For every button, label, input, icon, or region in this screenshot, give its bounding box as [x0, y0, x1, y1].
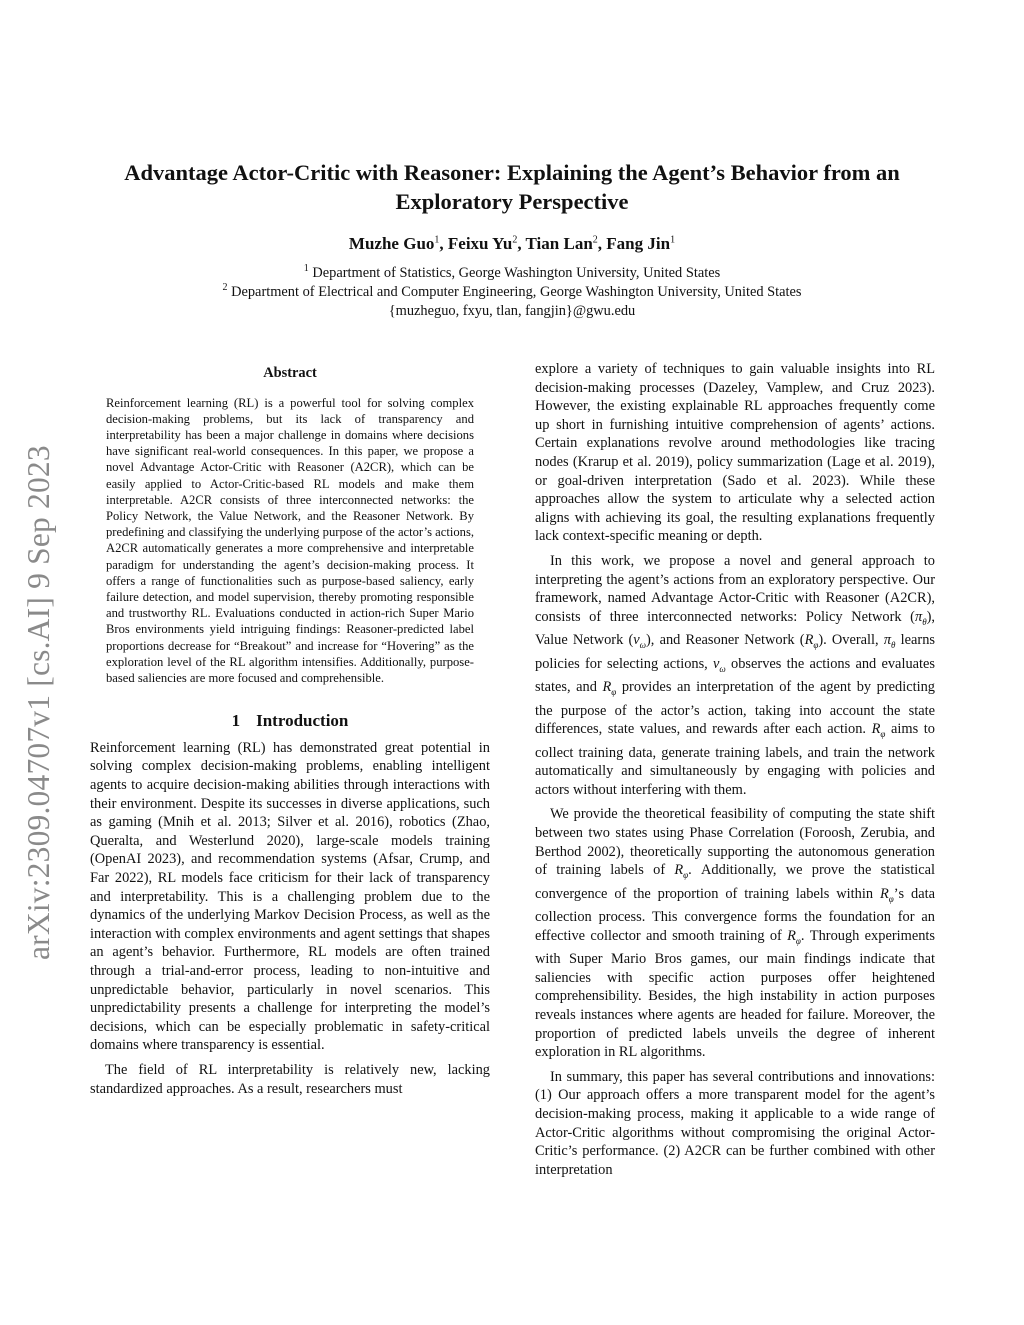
abstract-heading: Abstract — [263, 365, 317, 381]
author: Feixu Yu$^2$ — [447, 234, 518, 253]
author: Muzhe Guo$^1$ — [348, 234, 440, 253]
math-v-omega: $v_\omega$ — [713, 655, 726, 674]
math-r-phi: $R_\varphi$ — [674, 862, 689, 881]
math-v-omega: $v_\omega$ — [633, 632, 647, 651]
math-r-phi: $R_\varphi$ — [879, 885, 894, 904]
right-paragraph-4: In summary, this paper has several contributions and innovations: (1) Our approach offers a more transparent model for the agent’s decision-making process, making it applicable to a wide range of Actor-Critic algorithms without compromising the original Actor-Critic’s performance. (2) A2CR can be further combined with other interpretation — [535, 1068, 935, 1178]
right-paragraph-1: explore a variety of techniques to gain valuable insights into RL decision-making processes (Dazeley, Vamplew, and Cruz 2023). However, the existing explainable RL approaches frequently come up short in furnishing intuitive comprehension of agents’ actions. Certain explanations revolve around methodologies like tracing nodes (Krarup et al. 2019), policy summarization (Lage et al. 2019), or goal-driven interpretation (Sado et al. 2023). While these approaches allow the system to articulate why a selected action aligns with achieving its goal, the resulting explanations frequently lack context-specific meaning or depth. — [535, 361, 935, 545]
left-column — [90, 360, 490, 1098]
math-r-phi: $R_\varphi$ — [787, 927, 801, 946]
paper-title: Advantage Actor-Critic with Reasoner: Explaining the Agent’s Behavior from an Exploratory Perspective — [124, 160, 900, 214]
right-paragraph-3: We provide the theoretical feasibility of computing the state shift between two states using Phase Correlation (Foroosh, Zerubia, and Berthod 2002), theoretically supporting the autonomous generation of training labels of $R_\varphi$. Additionally, we prove the statistical convergence of the proportion of training labels within $R_\varphi’s$ data collection process. This convergence forms the foundation for an effective collector and smooth training of $R_\varphi$. Through experiments with Super Mario Bros games, our main findings indicate that saliencies with specific action purposes offer heightened comprehensibility. Besides, the high instability in action purposes reveals instances where agents are headed for failure. Moreover, the proportion of predicted labels unveils the degree of inherent exploration in RL algorithms. — [535, 806, 935, 1061]
affiliation-line: $^2$ Department of Electrical and Computer Engineering, George Washington University, United States — [222, 282, 802, 300]
math-pi-theta: $\pi_\theta$ — [914, 608, 927, 627]
email-line: {muzheguo, fxyu, tlan, fangjin}@gwu.edu — [388, 303, 636, 319]
affiliations — [80, 264, 944, 321]
section-heading-introduction — [90, 712, 490, 731]
section-number: 1 — [231, 711, 241, 731]
right-paragraph-2: In this work, we propose a novel and general approach to interpreting the agent’s actions from an exploratory perspective. Our framework, named Advantage Actor-Critic with Reasoner (A2CR), consists of three interconnected networks: Policy Network $(\pi_\theta)$, Value Network $(v_\omega)$, and Reasoner Network $(R_\varphi)$. Overall, $\pi_\theta$ learns policies for selecting actions, $v_\omega$ observes the actions and evaluates states, and $R_\varphi$ provides an interpretation of the agent by predicting the purpose of the actor’s action, taking into account the state differences, state values, and rewards after each action. $R_\varphi$ aims to collect training data, generate training labels, and train the network automatically and simultaneously by engaging with policies and actors without interfering with them. — [535, 552, 936, 798]
author-list: Muzhe Guo$^1$, Feixu Yu$^2$, Tian Lan$^2$, Fang Jin$^1$ — [348, 234, 676, 253]
arxiv-side-stamp: arXiv:2309.04707v1 [cs.AI] 9 Sep 2023 — [21, 445, 56, 960]
affiliation-line: $^1$ Department of Statistics, George Washington University, United States — [303, 263, 721, 281]
math-r-phi: $R_\varphi$ — [871, 721, 886, 740]
intro-paragraph-1: Reinforcement learning (RL) has demonstrated great potential in solving complex decision-making problems, enabling intelligent agents to acquire decision-making abilities through interactions with their environment. Despite its successes in diverse applications, such as gaming (Mnih et al. 2013; Silver et al. 2016), robotics (Zhao, Queralta, and Westerlund 2020), large-scale models training (OpenAI 2023), and recommendation systems (Afsar, Crump, and Far 2022), RL models face criticism for their lack of transparency and interpretability. This is a challenging problem due to the dynamics of the underlying Markov Decision Process, as well as the interaction with complex environments and agent settings that shapes an agent’s behavior. Furthermore, RL models are often trained through a trial-and-error process, leading to non-intuitive and unpredictable behavior, particularly in novel scenarios. This unpredictability presents a challenge for interpreting the model’s decisions, which can be especially problematic in safety-critical domains where transparency is essential. — [90, 739, 490, 1054]
author: Tian Lan$^2$ — [525, 234, 598, 253]
right-column — [535, 360, 935, 1179]
abstract-text: Reinforcement learning (RL) is a powerful tool for solving complex decision-making problems, but its lack of transparency and interpretability has been a major challenge in domains where decisions have significant real-world consequences. In this paper, we propose a novel Advantage Actor-Critic with Reasoner (A2CR), which can be easily applied to Actor-Critic-based RL models and make them interpretable. A2CR consists of three interconnected networks: the Policy Network, the Value Network, and the Reasoner Network. By predefining and classifying the underlying purpose of the actor’s actions, A2CR automatically generates a more comprehensive and interpretable paradigm for understanding the agent’s decision-making process. It offers a range of functionalities such as purpose-based saliency, early failure detection, and model supervision, thereby promoting responsible and trustworthy RL. Evaluations conducted in action-rich Super Mario Bros environments yield intriguing findings: Reasoner-predicted label proportions decrease for “Breakout” and increase for “Hovering” as the exploration level of the RL algorithm intensifies. Additionally, purpose-based saliencies are more focused and comprehensible. — [106, 395, 474, 686]
section-title: Introduction — [256, 711, 349, 731]
math-pi-theta: $\pi_\theta$ — [883, 632, 896, 651]
math-r-phi: $R_\varphi$ — [804, 632, 819, 651]
intro-paragraph-2: The field of RL interpretability is relatively new, lacking standardized approaches. As a result, researchers must — [90, 1061, 490, 1097]
math-r-phi: $R_\varphi$ — [602, 679, 617, 697]
author: Fang Jin$^1$ — [606, 234, 676, 253]
